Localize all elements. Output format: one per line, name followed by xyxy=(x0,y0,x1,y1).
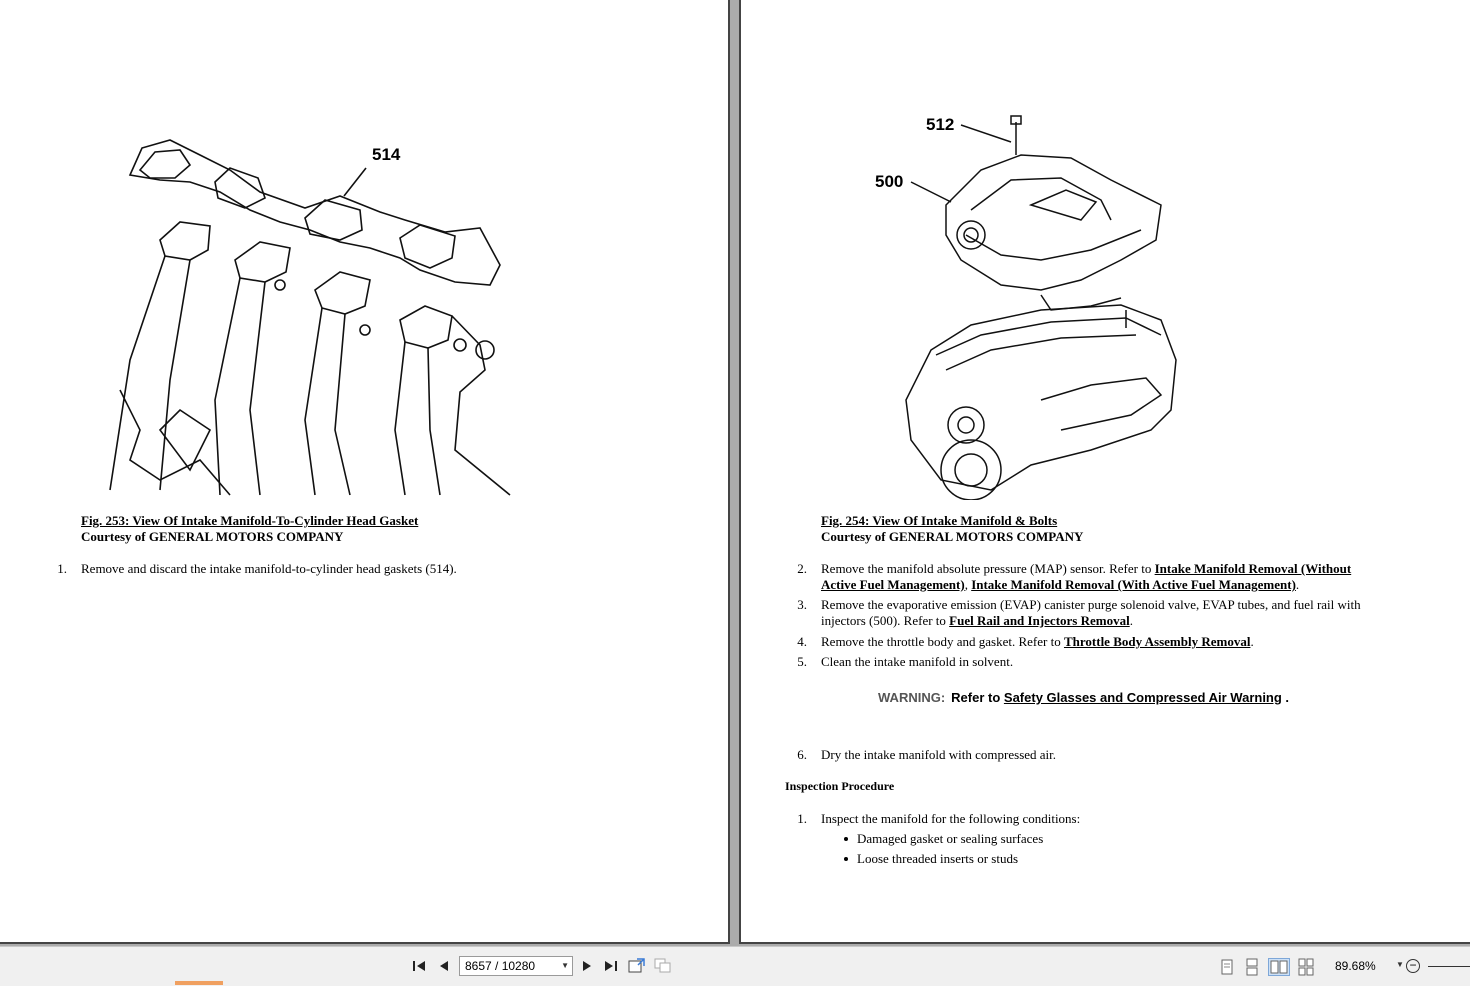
link-intake-manifold-removal-without-afm-cont[interactable]: Active Fuel Management) xyxy=(821,577,965,592)
step-end: . xyxy=(1250,634,1254,649)
figure-callout-514: 514 xyxy=(372,145,401,164)
page-indicator-text: 8657 / 10280 xyxy=(465,959,536,973)
right-page xyxy=(739,0,1470,944)
warning-notice xyxy=(878,690,1289,705)
step-text: Remove the evaporative emission (EVAP) canister purge solenoid valve, EVAP tubes, and fuel rail with xyxy=(821,597,1361,612)
previous-view-icon[interactable] xyxy=(628,957,646,975)
right-step-3 xyxy=(785,597,1445,629)
figure-253-caption[interactable]: Fig. 253: View Of Intake Manifold-To-Cylinder Head Gasket xyxy=(81,513,419,528)
link-fuel-rail-injectors-removal[interactable]: Fuel Rail and Injectors Removal xyxy=(949,613,1130,628)
warning-label: WARNING: xyxy=(878,690,946,705)
link-throttle-body-assembly-removal[interactable]: Throttle Body Assembly Removal xyxy=(1063,634,1251,649)
warning-end: . xyxy=(1281,690,1290,705)
right-step-5 xyxy=(785,654,1445,670)
zoom-out-icon[interactable]: − xyxy=(1406,959,1420,973)
left-page xyxy=(0,0,730,944)
bullet-text: Damaged gasket or sealing surfaces xyxy=(857,831,1044,846)
link-intake-manifold-removal-without-afm[interactable]: Intake Manifold Removal (Without xyxy=(1154,561,1352,576)
bullet-dot xyxy=(844,857,848,861)
zoom-level[interactable]: 89.68% xyxy=(1335,959,1376,973)
step-end: . xyxy=(1295,577,1300,592)
warning-text: Refer to xyxy=(951,690,1004,705)
step-text-cont: injectors (500). Refer to xyxy=(821,613,950,628)
step-text: Inspect the manifold for the following conditions: xyxy=(821,811,1081,826)
step-text: Dry the intake manifold with compressed air. xyxy=(821,747,1057,762)
link-intake-manifold-removal-with-afm[interactable]: Intake Manifold Removal (With Active Fuel Management) xyxy=(971,577,1296,592)
single-page-view-icon[interactable] xyxy=(1218,958,1236,976)
step-number: 5. xyxy=(797,654,807,669)
taskbar-accent xyxy=(175,981,223,985)
intake-gasket-illustration xyxy=(100,130,520,500)
next-page-icon[interactable] xyxy=(578,957,596,975)
status-bar xyxy=(0,946,1470,986)
figure-254-caption[interactable]: Fig. 254: View Of Intake Manifold & Bolts xyxy=(821,513,1058,528)
step-number: 1. xyxy=(57,561,67,576)
step-text: Remove and discard the intake manifold-to-cylinder head gaskets (514). xyxy=(81,561,457,576)
figure-253-courtesy: Courtesy of GENERAL MOTORS COMPANY xyxy=(81,529,344,544)
step-number: 6. xyxy=(797,747,807,762)
inspection-procedure-heading: Inspection Procedure xyxy=(785,779,895,793)
step-number: 4. xyxy=(797,634,807,649)
facing-view-icon[interactable] xyxy=(1268,958,1290,976)
figure-callout-500: 500 xyxy=(875,172,904,191)
step-number: 1. xyxy=(797,811,807,826)
next-view-icon[interactable] xyxy=(654,957,672,975)
first-page-icon[interactable] xyxy=(410,957,428,975)
previous-page-icon[interactable] xyxy=(435,957,453,975)
step-text: Remove the manifold absolute pressure (MAP) sensor. Refer to xyxy=(821,561,1155,576)
last-page-icon[interactable] xyxy=(602,957,620,975)
step-end: . xyxy=(1129,613,1133,628)
link-safety-glasses-warning[interactable]: Safety Glasses and Compressed Air Warning xyxy=(1003,690,1282,705)
bullet-dot xyxy=(844,837,848,841)
right-step-2 xyxy=(785,561,1445,593)
page-number-input[interactable] xyxy=(459,956,573,976)
step-text: Remove the throttle body and gasket. Refer to xyxy=(821,634,1064,649)
zoom-slider[interactable] xyxy=(1428,966,1470,967)
continuous-view-icon[interactable] xyxy=(1243,958,1261,976)
bullet-text: Loose threaded inserts or studs xyxy=(857,851,1019,866)
figure-254-courtesy: Courtesy of GENERAL MOTORS COMPANY xyxy=(821,529,1084,544)
step-number: 3. xyxy=(797,597,807,612)
figure-callout-512: 512 xyxy=(926,115,955,134)
link-separator: , xyxy=(964,577,972,592)
step-text: Clean the intake manifold in solvent. xyxy=(821,654,1014,669)
right-step-4 xyxy=(785,634,1445,650)
inspect-step-1 xyxy=(785,811,1445,827)
zoom-dropdown-icon[interactable]: ▼ xyxy=(1396,960,1404,969)
step-number: 2. xyxy=(797,561,807,576)
continuous-facing-view-icon[interactable] xyxy=(1297,958,1315,976)
chevron-down-icon[interactable]: ▼ xyxy=(561,961,569,970)
intake-manifold-bolts-illustration xyxy=(891,110,1191,500)
right-step-6 xyxy=(785,747,1445,763)
